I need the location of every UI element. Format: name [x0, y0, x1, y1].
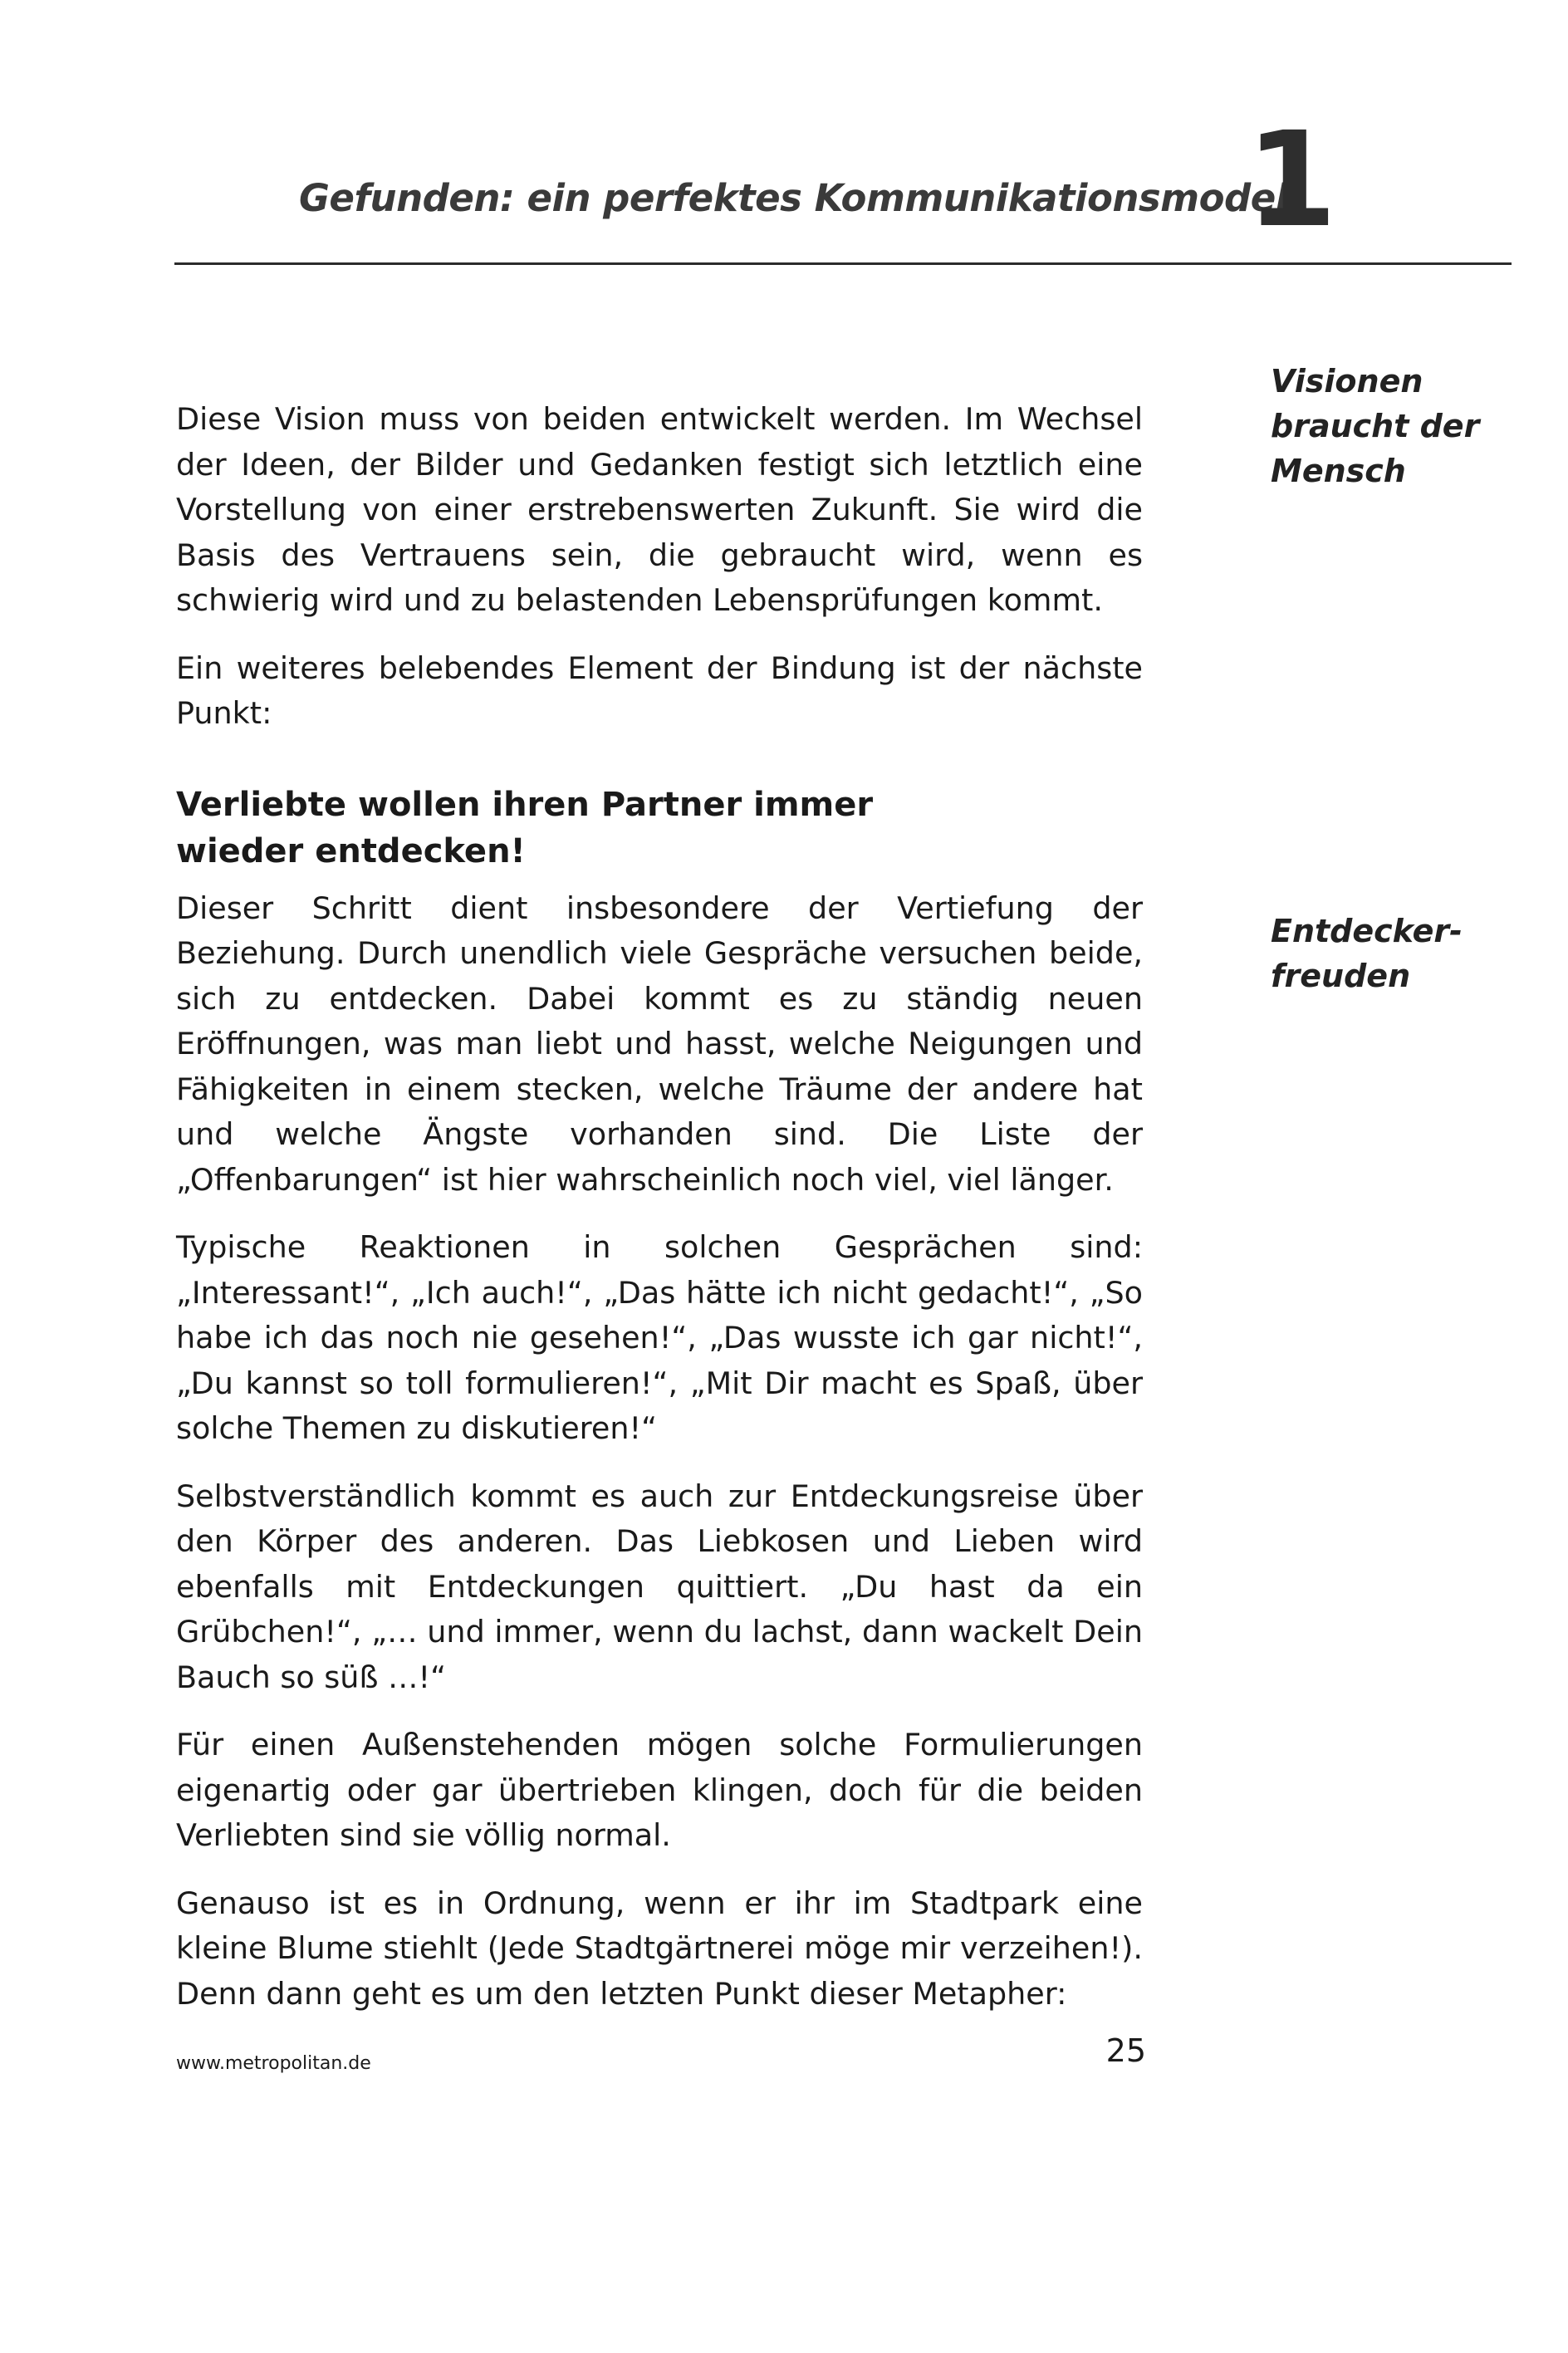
paragraph: Dieser Schritt dient insbesondere der Vertiefung der Beziehung. Durch unendlich viele Gespräche versuchen beide, sich zu entdecken. Dabei kommt es zu ständig neuen Eröffnungen, was man liebt und hasst, welche Neigungen und Fähigkeiten in einem stecken, welche Träume der andere hat und welche Ängste vorhanden sind. Die Liste der „Offenbarungen“ ist hier wahrscheinlich noch viel, viel länger.	[176, 890, 1143, 1198]
margin-note-line: Mensch	[1271, 453, 1406, 489]
header-rule	[174, 262, 1512, 265]
margin-note-line: freuden	[1271, 958, 1411, 994]
chapter-number: 1	[1246, 104, 1337, 257]
footer-url: www.metropolitan.de	[176, 2053, 371, 2074]
paragraph: Typische Reaktionen in solchen Gesprächen sind: „Interessant!“, „Ich auch!“, „Das hätte ich nicht gedacht!“, „So habe ich das noch nie gesehen!“, „Das wusste ich gar nicht!“, „Du kannst so toll formulieren!“, „Mit Dir macht es Spaß, über solche Themen zu diskutieren!“	[176, 1229, 1143, 1446]
section-heading: Verliebte wollen ihren Partner immer wieder entdecken!	[176, 785, 874, 870]
margin-note-line: Entdecker-	[1271, 913, 1463, 949]
body-text	[176, 397, 1143, 2017]
paragraph: Diese Vision muss von beiden entwickelt werden. Im Wechsel der Ideen, der Bilder und Gedanken festigt sich letztlich eine Vorstellung von einer erstrebenswerten Zukunft. Sie wird die Basis des Vertrauens sein, die gebraucht wird, wenn es schwierig wird und zu belastenden Lebensprüfungen kommt.	[176, 401, 1143, 618]
margin-note-entdeckerfreuden	[1271, 909, 1520, 998]
running-title: Gefunden: ein perfektes Kommunikationsmodell	[299, 176, 1301, 220]
margin-note-line: Visionen	[1271, 363, 1423, 400]
margin-note-visionen	[1271, 359, 1520, 493]
page-number: 25	[1105, 2032, 1146, 2069]
paragraph: Ein weiteres belebendes Element der Bindung ist der nächste Punkt:	[176, 650, 1143, 731]
margin-note-line: braucht der	[1271, 408, 1480, 444]
paragraph: Selbstverständlich kommt es auch zur Entdeckungsreise über den Körper des anderen. Das Liebkosen und Lieben wird ebenfalls mit Entdeckungen quittiert. „Du hast da ein Grübchen!“, „… und immer, wenn du lachst, dann wackelt Dein Bauch so süß …!“	[176, 1478, 1143, 1695]
paragraph: Genauso ist es in Ordnung, wenn er ihr im Stadtpark eine kleine Blume stiehlt (Jede Stadtgärtnerei möge mir verzeihen!). Denn dann geht es um den letzten Punkt dieser Metapher:	[176, 1885, 1143, 2012]
paragraph: Für einen Außenstehenden mögen solche Formulierungen eigenartig oder gar übertrieben klingen, doch für die beiden Verliebten sind sie völlig normal.	[176, 1727, 1143, 1853]
